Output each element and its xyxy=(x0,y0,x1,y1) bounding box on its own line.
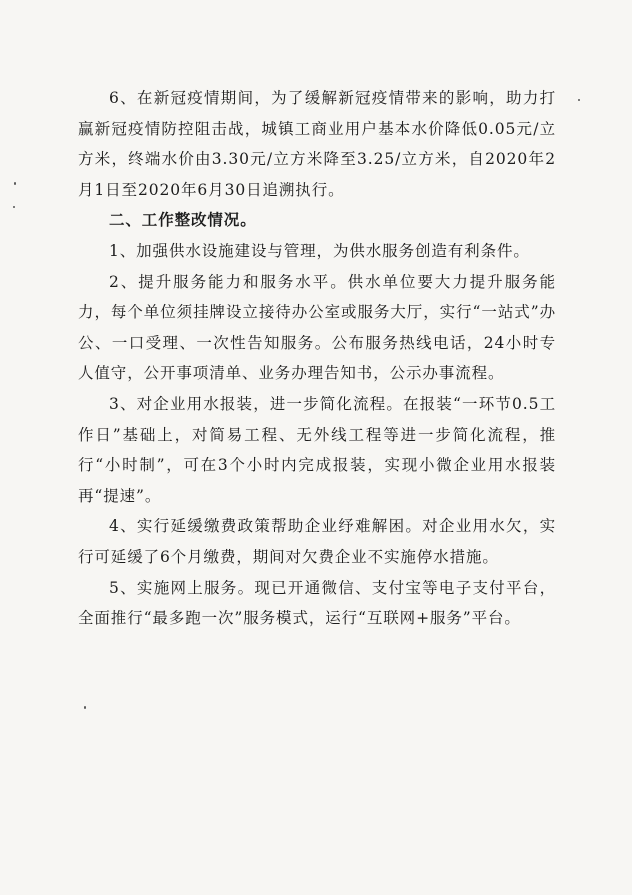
paragraph-item-3: 3、对企业用水报装，进一步简化流程。在报装“一环节0.5工作日”基础上，对简易工程、无外线工程等进一步简化流程，推行“小时制”，可在3个小时内完成报装，实现小微企业用水报装再“提速”。 xyxy=(78,394,556,505)
speck xyxy=(14,182,16,185)
speck xyxy=(84,706,86,709)
paragraph-item-4: 4、实行延缓缴费政策帮助企业纾难解困。对企业用水欠，实行可延缓了6个月缴费，期间对欠费企业不实施停水措施。 xyxy=(78,517,556,566)
paragraph-item-6: 6、在新冠疫情期间，为了缓解新冠疫情带来的影响，助力打赢新冠疫情防控阻击战，城镇工商业用户基本水价降低0.05元/立方米，终端水价由3.30元/立方米降至3.25/立方米，自2020年2月1日至2020年6月30日追溯执行。 xyxy=(78,89,556,199)
document-body xyxy=(78,83,556,634)
paragraph-item-5: 5、实施网上服务。现已开通微信、支付宝等电子支付平台，全面推行“最多跑一次”服务模式，运行“互联网+服务”平台。 xyxy=(78,578,556,628)
paragraph-item-2: 2、提升服务能力和服务水平。供水单位要大力提升服务能力，每个单位须挂牌设立接待办公室或服务大厅，实行“一站式”办公、一口受理、一次性告知服务。公布服务热线电话，24小时专人值守，公开事项清单、业务办理告知书，公示办事流程。 xyxy=(78,272,556,383)
speck xyxy=(578,99,580,101)
section-heading-rectification: 二、工作整改情况。 xyxy=(109,211,257,230)
speck xyxy=(13,206,15,208)
paragraph-item-1: 1、加强供水设施建设与管理，为供水服务创造有利条件。 xyxy=(109,241,530,260)
